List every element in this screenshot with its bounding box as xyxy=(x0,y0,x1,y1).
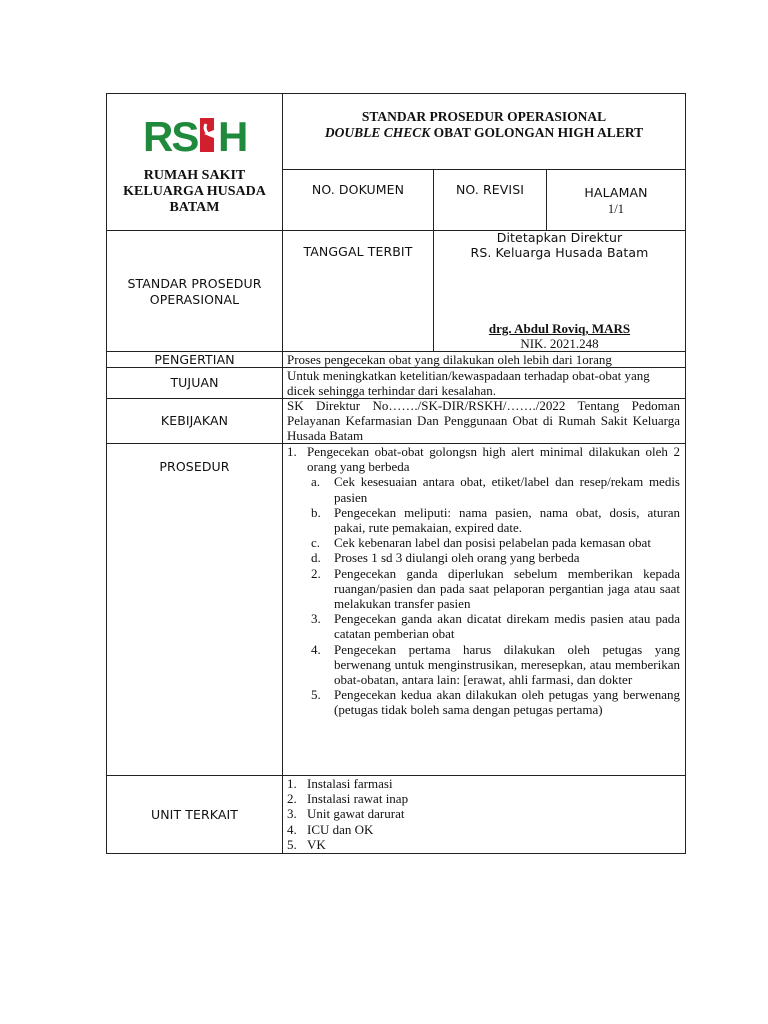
pengertian-label: PENGERTIAN xyxy=(154,352,235,367)
document-title: STANDAR PROSEDUR OPERASIONAL DOUBLE CHECK OBAT GOLONGAN HIGH ALERT xyxy=(324,109,644,140)
prosedur-subitem: a. Cek kesesuaian antara obat, etiket/label dan resep/rekam medis pasien xyxy=(311,474,680,505)
svg-text:H: H xyxy=(218,113,249,160)
no-dokumen-label: NO. DOKUMEN xyxy=(311,182,405,197)
director-signature xyxy=(434,321,685,351)
prosedur-item: 3. Pengecekan ganda akan dicatat direkam medis pasien atau pada catatan pemberian obat xyxy=(311,611,680,642)
unit-item: 2. Instalasi rawat inap xyxy=(287,791,409,807)
director-name: drg. Abdul Roviq, MARS xyxy=(488,321,631,336)
director-nik: NIK. 2021.248 xyxy=(520,336,599,351)
unit-item: 3. Unit gawat darurat xyxy=(287,806,405,822)
unit-terkait-list xyxy=(287,776,680,852)
spo-label: STANDAR PROSEDUR OPERASIONAL xyxy=(127,276,262,307)
tujuan-text: Untuk meningkatkan ketelitian/kewaspadaan terhadap obat-obat yang dicek sehingga terhindar dari kesalahan. xyxy=(287,368,650,399)
tanggal-terbit-label: TANGGAL TERBIT xyxy=(303,244,413,259)
title-italic-part: DOUBLE CHECK xyxy=(324,125,431,140)
prosedur-list xyxy=(287,444,680,718)
prosedur-subitem: d. Proses 1 sd 3 diulangi oleh orang yang berbeda xyxy=(311,550,580,566)
hospital-logo xyxy=(140,110,260,162)
prosedur-item: 2. Pengecekan ganda diperlukan sebelum memberikan kepada ruangan/pasien dan pada saat pelaporan pergantian jaga atau saat melakukan transfer pasien xyxy=(311,565,680,612)
ditetapkan-block: Ditetapkan Direktur RS. Keluarga Husada Batam xyxy=(470,230,649,260)
pengertian-text: Proses pengecekan obat yang dilakukan oleh lebih dari 1orang xyxy=(287,352,612,367)
unit-item: 1. Instalasi farmasi xyxy=(287,776,393,791)
svg-text:RS: RS xyxy=(143,113,198,160)
kebijakan-text: SK Direktur No……./SK-DIR/RSKH/……./2022 Tentang Pedoman Pelayanan Kefarmasian Dan Penggunaan Obat di Rumah Sakit Keluarga Husada Batam xyxy=(287,398,680,444)
title-rest-part: OBAT GOLONGAN HIGH ALERT xyxy=(430,125,644,140)
hospital-name: RUMAH SAKIT KELUARGA HUSADA BATAM xyxy=(123,168,266,215)
unit-terkait-label: UNIT TERKAIT xyxy=(150,807,239,822)
no-revisi-label: NO. REVISI xyxy=(455,182,525,197)
prosedur-subitem: b. Pengecekan meliputi: nama pasien, nama obat, dosis, aturan pakai, rute pemakaian, expired date. xyxy=(311,504,680,536)
prosedur-label: PROSEDUR xyxy=(159,459,230,474)
prosedur-item: 1. Pengecekan obat-obat golongsn high alert minimal dilakukan oleh 2 orang yang berbeda xyxy=(287,444,680,475)
prosedur-subitem: c. Cek kebenaran label dan posisi pelabelan pada kemasan obat xyxy=(311,535,651,551)
unit-item: 5. VK xyxy=(287,836,326,852)
tujuan-label: TUJUAN xyxy=(170,375,219,390)
prosedur-item: 4. Pengecekan pertama harus dilakukan oleh petugas yang berwenang untuk menginstrusikan, meresepkan, atau memberikan obat-obatan, antara lain: [erawat, ahli farmasi, dan dokter xyxy=(311,641,680,688)
halaman-label: HALAMAN 1/1 xyxy=(584,185,648,216)
kebijakan-label: KEBIJAKAN xyxy=(160,413,229,428)
prosedur-item: 5. Pengecekan kedua akan dilakukan oleh petugas yang berwenang (petugas tidak boleh sama dengan petugas pertama) xyxy=(311,687,680,718)
unit-item: 4. ICU dan OK xyxy=(287,821,374,837)
